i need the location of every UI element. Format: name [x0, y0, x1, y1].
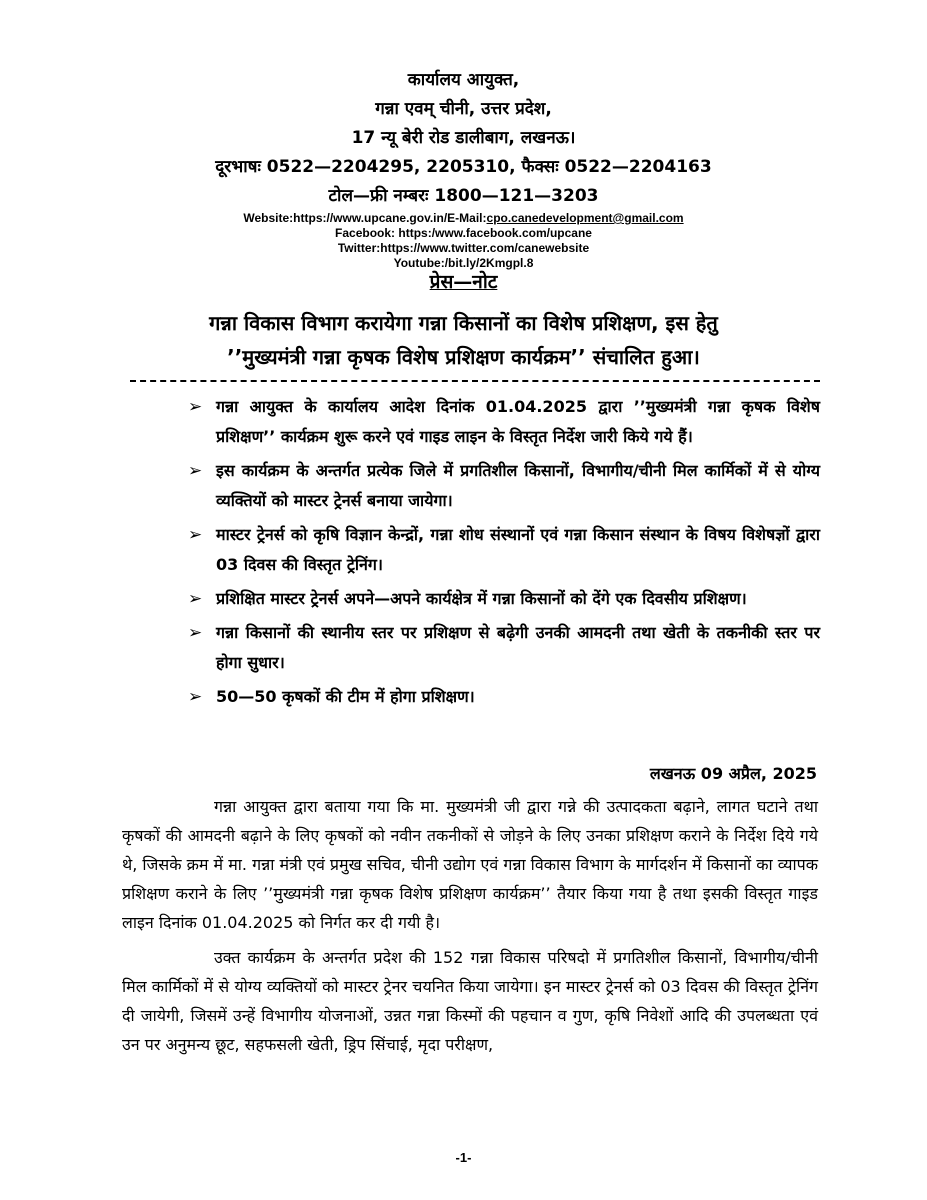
bullet-text: गन्ना किसानों की स्थानीय स्तर पर प्रशिक्षण से बढ़ेगी उनकी आमदनी तथा खेती के तकनीकी स्तर पर होगा सुधार। — [216, 623, 820, 672]
page-number: -1- — [455, 1150, 472, 1165]
facebook-line: Facebook: https:/www.facebook.com/upcane — [335, 226, 592, 240]
body-text — [122, 792, 818, 1065]
arrow-bullet-icon: ➢ — [188, 461, 203, 481]
office-address: 17 न्यू बेरी रोड डालीबाग, लखनऊ। — [351, 128, 576, 148]
bullet-list — [188, 392, 820, 716]
paragraph: उक्त कार्यक्रम के अन्तर्गत प्रदेश की 152 गन्ना विकास परिषदो में प्रगतिशील किसानों, विभागीय/चीनी मिल कार्मिकों में से योग्य व्यक्तियों को मास्टर ट्रेनर चयनित किया जायेगा। इन मास्टर ट्रेनर्स को 03 दिवस की विस्तृत ट्रेनिंग दी जायेगी, जिसमें उन्हें विभागीय योजनाओं, उन्नत गन्ना किस्मों की पहचान व गुण, कृषि निवेशों आदि की उपलब्धता एवं उन पर अनुमन्य छूट, सहफसली खेती, ड्रिप सिंचाई, मृदा परीक्षण, — [122, 948, 818, 1054]
website-text: Website:https://www.upcane.gov.in/E-Mail: — [243, 211, 487, 225]
office-header — [0, 66, 927, 271]
arrow-bullet-icon: ➢ — [188, 525, 203, 545]
website-email-line — [0, 211, 927, 226]
dateline: लखनऊ 09 अप्रैल, 2025 — [649, 764, 817, 783]
arrow-bullet-icon: ➢ — [188, 397, 203, 417]
press-note-heading — [0, 268, 927, 294]
office-phone: दूरभाषः 0522—2204295, 2205310, फैक्सः 0522—2204163 — [215, 157, 712, 177]
headline — [0, 306, 927, 374]
bullet-item — [188, 520, 820, 580]
headline-line-2: ’’मुख्यमंत्री गन्ना कृषक विशेष प्रशिक्षण कार्यक्रम’’ संचालित हुआ। — [227, 345, 700, 369]
email-link[interactable]: cpo.canedevelopment@gmail.com — [486, 211, 684, 225]
office-title: कार्यालय आयुक्त, — [407, 70, 520, 90]
arrow-bullet-icon: ➢ — [188, 623, 203, 643]
bullet-item — [188, 584, 820, 614]
office-department: गन्ना एवम् चीनी, उत्तर प्रदेश, — [375, 99, 552, 119]
twitter-line: Twitter:https://www.twitter.com/canewebsite — [337, 241, 590, 255]
arrow-bullet-icon: ➢ — [188, 687, 203, 707]
bullet-text: इस कार्यक्रम के अन्तर्गत प्रत्येक जिले में प्रगतिशील किसानों, विभागीय/चीनी मिल कार्मिकों में से योग्य व्यक्तियों को मास्टर ट्रेनर्स बनाया जायेगा। — [216, 461, 820, 510]
bullet-item — [188, 682, 820, 712]
bullet-item — [188, 618, 820, 678]
youtube-line: Youtube:/bit.ly/2Kmgpl.8 — [393, 256, 534, 270]
paragraph: गन्ना आयुक्त द्वारा बताया गया कि मा. मुख्यमंत्री जी द्वारा गन्ने की उत्पादकता बढ़ाने, लागत घटाने तथा कृषकों की आमदनी बढ़ाने के लिए कृषकों को नवीन तकनीकों से जोड़ने के लिए उनका प्रशिक्षण कराने के निर्देश दिये गये थे, जिसके क्रम में मा. गन्ना मंत्री एवं प्रमुख सचिव, चीनी उद्योग एवं गन्ना विकास विभाग के मार्गदर्शन में किसानों का व्यापक प्रशिक्षण कराने के लिए ’’मुख्यमंत्री गन्ना कृषक विशेष प्रशिक्षण कार्यक्रम’’ तैयार किया गया है तथा इसकी विस्तृत गाइड लाइन दिनांक 01.04.2025 को निर्गत कर दी गयी है। — [122, 797, 818, 932]
bullet-item — [188, 392, 820, 452]
divider — [130, 380, 820, 382]
bullet-text: 50—50 कृषकों की टीम में होगा प्रशिक्षण। — [216, 687, 475, 706]
arrow-bullet-icon: ➢ — [188, 589, 203, 609]
bullet-item — [188, 456, 820, 516]
bullet-text: प्रशिक्षित मास्टर ट्रेनर्स अपने—अपने कार्यक्षेत्र में गन्ना किसानों को देंगे एक दिवसीय प्रशिक्षण। — [216, 589, 747, 608]
bullet-text: गन्ना आयुक्त के कार्यालय आदेश दिनांक 01.04.2025 द्वारा ’’मुख्यमंत्री गन्ना कृषक विशेष प्रशिक्षण’’ कार्यक्रम शुरू करने एवं गाइड लाइन के विस्तृत निर्देश जारी किये गये हैं। — [216, 397, 820, 446]
office-tollfree: टोल—फ्री नम्बरः 1800—121—3203 — [328, 186, 599, 206]
headline-line-1: गन्ना विकास विभाग करायेगा गन्ना किसानों का विशेष प्रशिक्षण, इस हेतु — [209, 311, 718, 335]
press-note-label: प्रेस—नोट — [429, 271, 498, 293]
bullet-text: मास्टर ट्रेनर्स को कृषि विज्ञान केन्द्रों, गन्ना शोध संस्थानों एवं गन्ना किसान संस्थान के विषय विशेषज्ञों द्वारा 03 दिवस की विस्तृत ट्रेनिंग। — [216, 525, 820, 574]
